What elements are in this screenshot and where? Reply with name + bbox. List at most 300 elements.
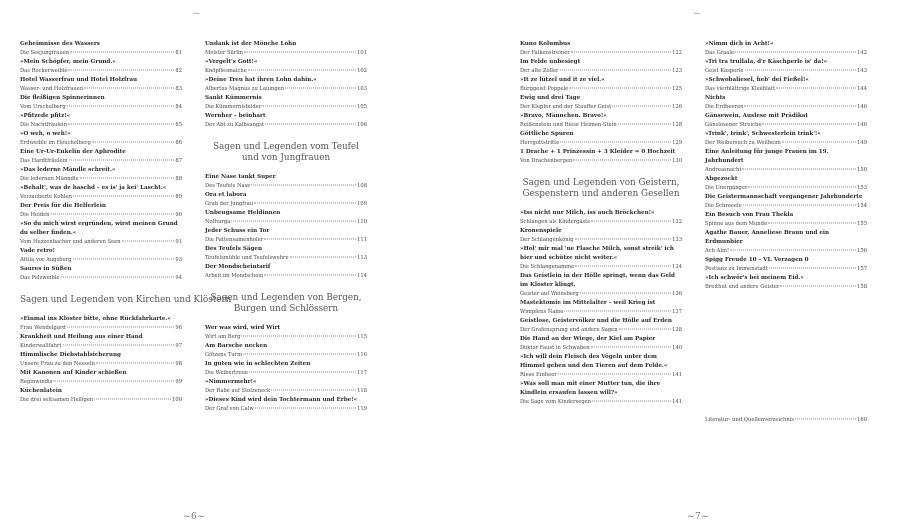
toc-entry-page: 88 xyxy=(175,176,182,182)
right-column-2 xyxy=(705,40,867,425)
toc-entry-title: Die Geistermannschaft vergangener Jahrhunderte xyxy=(705,194,863,200)
toc-entry-subtitle: Der Klopfer und der Stauffer Geist xyxy=(520,104,612,110)
toc-entry-page: 128 xyxy=(672,122,682,128)
toc-entry-line xyxy=(20,103,182,112)
toc-entry-line xyxy=(520,236,682,245)
toc-entry-title: Das Geistlein in der Hölle springt, wenn das Geld im Kloster klingt. xyxy=(520,273,675,288)
toc-entry-title: Der Preis für die Helferlein xyxy=(20,203,106,209)
toc-entry-title: Spigg Freude 10 – VI. Verzagen 0 xyxy=(705,257,809,263)
toc-entry xyxy=(705,229,867,256)
toc-entry xyxy=(205,227,367,245)
toc-entry-page: 130 xyxy=(672,158,682,164)
toc-entry-line xyxy=(705,247,867,256)
toc-entry-page: 126 xyxy=(672,104,682,110)
toc-entry-subtitle: Breithut und andere Geister xyxy=(705,284,780,290)
dot-leader xyxy=(265,124,356,125)
toc-entry-line xyxy=(705,220,867,229)
toc-entry-line xyxy=(520,103,682,112)
toc-entry xyxy=(705,94,867,112)
toc-entry-line xyxy=(705,67,867,76)
toc-entry-page: 149 xyxy=(857,140,867,146)
dot-leader xyxy=(776,88,856,89)
toc-entry xyxy=(20,247,182,265)
dot-leader xyxy=(122,241,175,242)
section-heading: Sagen und Legenden von Geistern, Gespenstern und anderen Gesellen xyxy=(522,178,680,199)
toc-entry xyxy=(520,227,682,245)
toc-entry-page: 143 xyxy=(857,68,867,74)
toc-entry xyxy=(20,202,182,220)
toc-entry-subtitle: Die ledernen Männdle xyxy=(20,176,79,182)
dot-leader xyxy=(560,70,672,71)
toc-entry-line xyxy=(520,290,682,299)
toc-entry-subtitle: Grab der Jungfrau xyxy=(205,201,254,207)
toc-entry xyxy=(20,76,182,94)
dot-leader xyxy=(564,311,671,312)
toc-entry-title: Krankheit und Heilung aus einer Hand xyxy=(20,334,143,340)
toc-entry-page: 98 xyxy=(175,361,182,367)
toc-entry-page: 160 xyxy=(857,417,867,423)
toc-entry-line xyxy=(520,308,682,317)
toc-entry-subtitle: Der Schlangenkönig xyxy=(520,237,574,243)
toc-entry xyxy=(20,265,182,283)
toc-entry xyxy=(205,360,367,378)
toc-entry xyxy=(205,191,367,209)
toc-entry-subtitle: Vom Urschelberg xyxy=(20,104,66,110)
toc-entry-page: 122 xyxy=(672,50,682,56)
toc-entry xyxy=(520,299,682,317)
toc-entry-subtitle: Geister auf Weinsberg xyxy=(520,291,579,297)
toc-entry-subtitle: Die Unergänger xyxy=(705,185,748,191)
toc-entry xyxy=(20,387,182,405)
toc-entry-line xyxy=(205,121,367,130)
toc-entry-title: Eine Nase tankt Super xyxy=(205,174,276,180)
toc-entry-subtitle: Götzens Turm xyxy=(205,352,243,358)
toc-entry-title: Mastektomie im Mittelalter – weil Krieg ist xyxy=(520,300,656,306)
toc-entry-subtitle: Die drei seltsamen Heiligen xyxy=(20,397,94,403)
toc-entry-title: Agathe Bauer, Anneliese Braun und ein Erdmunbier xyxy=(705,230,830,245)
toc-entry xyxy=(205,263,367,281)
toc-entry-subtitle: Verzauberte Kohlen xyxy=(20,194,72,200)
toc-entry-page: 105 xyxy=(357,104,367,110)
toc-entry-title: Des Teufels Sägen xyxy=(205,246,263,252)
dot-leader xyxy=(271,390,356,391)
toc-entry-line xyxy=(20,360,182,369)
dot-leader xyxy=(780,286,856,287)
toc-entry-page: 146 xyxy=(857,104,867,110)
toc-entry-subtitle: Das vierblättrige Kleeblatt xyxy=(705,86,776,92)
dot-leader xyxy=(612,106,671,107)
toc-entry-title: »So du mich wirst ergründen, wirst meinen Grund du selber finden.« xyxy=(20,221,178,236)
toc-entry-subtitle: Das Graale xyxy=(705,50,735,56)
toc-entry-subtitle: Die Heiden xyxy=(20,212,50,218)
toc-entry-subtitle: Spinne aus dem Munde xyxy=(705,221,768,227)
top-ornament-left: ~ xyxy=(193,9,201,19)
toc-entry-line xyxy=(205,200,367,209)
toc-entry-page: 89 xyxy=(175,194,182,200)
toc-entry-line xyxy=(20,211,182,220)
toc-entry-page: 154 xyxy=(857,203,867,209)
toc-entry-page: 100 xyxy=(172,397,182,403)
dot-leader xyxy=(592,401,671,402)
toc-entry xyxy=(20,58,182,76)
toc-entry xyxy=(705,211,867,229)
toc-entry-subtitle: Der alte Zoller xyxy=(520,68,559,74)
toc-entry xyxy=(705,274,867,292)
toc-entry-page: 158 xyxy=(857,284,867,290)
left-column-2 xyxy=(205,40,367,414)
toc-entry-line xyxy=(20,175,182,184)
toc-entry-page: 82 xyxy=(175,68,182,74)
toc-entry-line xyxy=(205,218,367,227)
toc-entry-page: 114 xyxy=(357,273,367,279)
toc-entry-subtitle: Die Schreeele xyxy=(705,203,742,209)
toc-entry xyxy=(20,220,182,247)
toc-entry-subtitle: Das Hardtfräulein xyxy=(20,158,68,164)
toc-entry-subtitle: Von Drachenbergen xyxy=(520,158,573,164)
toc-entry xyxy=(705,193,867,211)
toc-entry-title: Jeder Schuss ein Tor xyxy=(205,228,270,234)
toc-entry-title: »Hol' mir mal 'ne Flasche Milch, sonst streik' ich hier und schütze nicht weiter.« xyxy=(520,246,674,261)
toc-entry-title: Mit Kanonen auf Kinder schießen xyxy=(20,370,127,376)
toc-entry-page: 86 xyxy=(175,140,182,146)
toc-entry-page: 141 xyxy=(672,372,682,378)
toc-entry xyxy=(20,369,182,387)
toc-entry xyxy=(20,333,182,351)
toc-entry-subtitle: Riese Einheer xyxy=(520,372,557,378)
toc-entry-title: »Deine Treu hat ihren Lohn dahin.« xyxy=(205,77,317,83)
toc-entry xyxy=(520,317,682,335)
toc-entry xyxy=(205,76,367,94)
right-column-1 xyxy=(520,40,682,407)
toc-entry-title: Im Felde unbesiegt xyxy=(520,59,581,65)
toc-entry-title: »Was soll man mit einer Mutter tun, die ihre Kindlein ersaufen lassen will?« xyxy=(520,381,661,396)
toc-entry-page: 118 xyxy=(357,388,367,394)
page-number-left: ~6~ xyxy=(183,512,206,522)
toc-entry xyxy=(205,342,367,360)
toc-entry xyxy=(520,130,682,148)
toc-entry-subtitle: Die Kümmernisbilder xyxy=(205,104,262,110)
toc-entry-line xyxy=(520,49,682,58)
toc-entry-subtitle: Wirt am Berg xyxy=(205,334,241,340)
toc-entry-line xyxy=(520,139,682,148)
toc-entry-page: 146 xyxy=(857,122,867,128)
toc-entry-title: Der Mondscheintarif xyxy=(205,264,271,270)
toc-entry-subtitle: Erdweible im Heuchelberg xyxy=(20,140,91,146)
spacer xyxy=(705,292,867,416)
dot-leader xyxy=(285,88,356,89)
toc-entry-title: Unbeugsame Heldinnen xyxy=(205,210,281,216)
toc-entry-page: 111 xyxy=(357,237,367,243)
toc-entry-line xyxy=(520,121,682,130)
toc-entry-subtitle: Gänslosener Streiche xyxy=(705,122,762,128)
toc-entry-title: Gänsewein, Auslese mit Prädikat xyxy=(705,113,809,119)
dot-leader xyxy=(618,124,671,125)
toc-entry xyxy=(705,175,867,193)
toc-entry-subtitle: Das Rockerweible xyxy=(20,68,68,74)
toc-entry-page: 144 xyxy=(857,86,867,92)
dot-leader xyxy=(96,363,174,364)
toc-entry xyxy=(705,58,867,76)
toc-entry-subtitle: Arbeit im Mondschein xyxy=(205,273,264,279)
toc-entry-page: 87 xyxy=(175,158,182,164)
dot-leader xyxy=(762,124,856,125)
toc-entry-line xyxy=(20,49,182,58)
toc-entry-line xyxy=(520,263,682,272)
toc-entry-subtitle: Kinderwallfahrt xyxy=(20,343,62,349)
toc-entry-line xyxy=(205,103,367,112)
dot-leader xyxy=(70,52,174,53)
toc-entry-line xyxy=(705,166,867,175)
toc-entry-subtitle: Reginwindis xyxy=(20,379,53,385)
toc-entry-title: Kronenspiele xyxy=(520,228,562,234)
toc-entry-line xyxy=(705,416,867,425)
toc-entry-title: Geistlose, Geistervölker und die Hölle auf Erden xyxy=(520,318,672,324)
toc-entry-line xyxy=(520,218,682,227)
toc-entry-page: 116 xyxy=(357,352,367,358)
toc-entry-title: »Schwobaliesel, heb' dei Fießel!« xyxy=(705,77,809,83)
toc-entry-title: Ein Besuch von Frau Thekla xyxy=(705,212,794,218)
toc-entry-page: 132 xyxy=(672,219,682,225)
dot-leader xyxy=(580,293,671,294)
toc-entry-line xyxy=(20,342,182,351)
toc-entry-title: Ora et labora xyxy=(205,192,247,198)
toc-entry-title: »Mein Schöpfer, mein Grund.« xyxy=(20,59,116,65)
dot-leader xyxy=(51,214,175,215)
toc-entry-title: Göttliche Spuren xyxy=(520,131,574,137)
dot-leader xyxy=(591,347,672,348)
toc-entry-subtitle: Knöpflesmaiche xyxy=(205,68,247,74)
dot-leader xyxy=(768,223,856,224)
toc-entry xyxy=(520,76,682,94)
toc-entry-page: 94 xyxy=(175,275,182,281)
toc-entry xyxy=(520,209,682,227)
dot-leader xyxy=(73,196,174,197)
toc-entry-subtitle: Vom Huzzenbacher und anderen Seen xyxy=(20,239,121,245)
toc-entry-line xyxy=(205,67,367,76)
toc-entry xyxy=(20,166,182,184)
toc-entry-title: Eine Anleitung für junge Frauen im 19. Jahrhundert xyxy=(705,149,829,164)
toc-entry-title: »Vergelt's Gott!« xyxy=(205,59,258,65)
toc-entry-title: Sankt Kümmernis xyxy=(205,95,262,101)
toc-entry-page: 123 xyxy=(672,68,682,74)
toc-entry-page: 84 xyxy=(175,104,182,110)
toc-entry xyxy=(20,94,182,112)
toc-entry-line xyxy=(520,398,682,407)
toc-entry-page: 90 xyxy=(175,212,182,218)
toc-entry xyxy=(520,148,682,166)
toc-entry-subtitle: Ach Alm! xyxy=(705,248,730,254)
toc-entry xyxy=(520,272,682,299)
toc-entry-title: »Trink', trink', Schwesterlein trink'!« xyxy=(705,131,821,137)
toc-entry-title: Undank ist der Mönche Lohn xyxy=(205,41,297,47)
toc-entry-line xyxy=(205,333,367,342)
toc-entry-line xyxy=(20,193,182,202)
toc-entry-title: 1 Drache + 1 Prinzessin + 3 Kleider = 0 Hochzeit xyxy=(520,149,676,155)
toc-entry xyxy=(705,256,867,274)
dot-leader xyxy=(254,203,356,204)
toc-entry-page: 108 xyxy=(357,183,367,189)
toc-entry-subtitle: Der Rabe auf Stolzeneck xyxy=(205,388,271,394)
toc-entry-title: Die fleißigen Spinnerinnen xyxy=(20,95,105,101)
section-heading: Sagen und Legenden vom Teufel und von Jungfrauen xyxy=(213,142,359,163)
toc-entry xyxy=(520,94,682,112)
toc-entry xyxy=(520,353,682,380)
dot-leader xyxy=(745,70,857,71)
dot-leader xyxy=(573,160,671,161)
dot-leader xyxy=(735,52,856,53)
toc-entry-title: »Tri tra trullala, d'r Käschperle is' da!« xyxy=(705,59,828,65)
toc-entry-page: 110 xyxy=(357,219,367,225)
toc-entry-line xyxy=(20,274,182,283)
toc-entry-title: Am Barsche necken xyxy=(205,343,268,349)
dot-leader xyxy=(782,142,856,143)
toc-entry-line xyxy=(20,324,182,333)
toc-entry-subtitle: Die Fattensamenholer xyxy=(205,237,264,243)
toc-entry-title: »Nimm dich in Acht!« xyxy=(705,41,774,47)
dot-leader xyxy=(742,169,856,170)
toc-entry-page: 156 xyxy=(857,248,867,254)
toc-entry-title: Die Hand an der Wiege, der Kiel am Papier xyxy=(520,336,656,342)
toc-entry-page: 113 xyxy=(357,255,367,261)
toc-entry-subtitle: Die Erdbeeren xyxy=(705,104,744,110)
right-page xyxy=(450,0,900,529)
toc-entry-page: 85 xyxy=(175,122,182,128)
toc-entry-title: »Ich schwör's bei meinem Eid.« xyxy=(705,275,804,281)
toc-entry-page: 83 xyxy=(175,86,182,92)
toc-entry-subtitle: Wimpfens Name xyxy=(520,309,564,315)
toc-entry-page: 134 xyxy=(672,264,682,270)
toc-entry-page: 117 xyxy=(357,370,367,376)
toc-entry-line xyxy=(205,49,367,58)
toc-entry xyxy=(705,40,867,58)
toc-entry-page: 96 xyxy=(175,325,182,331)
toc-entry xyxy=(205,378,367,396)
dot-leader xyxy=(84,88,174,89)
toc-entry-line xyxy=(705,85,867,94)
toc-entry-line xyxy=(20,256,182,265)
toc-entry-title: »Behalt', was de haschd – es is' ja kei' Lascht.« xyxy=(20,185,167,191)
toc-entry-page: 115 xyxy=(357,334,367,340)
toc-entry-title: »Einmal ins Kloster bitte, ohne Rückfahrkarte.« xyxy=(20,316,171,322)
dot-leader xyxy=(67,327,175,328)
toc-entry-line xyxy=(705,283,867,292)
toc-entry-subtitle: Meister Sürlin xyxy=(205,50,244,56)
toc-entry xyxy=(20,112,182,130)
top-ornament-right: ~ xyxy=(693,9,701,19)
toc-entry-page: 155 xyxy=(857,221,867,227)
toc-entry-page: 103 xyxy=(357,86,367,92)
toc-entry-line xyxy=(20,139,182,148)
toc-entry-subtitle: Nothurga xyxy=(205,219,231,225)
toc-entry-title: Ewig und drei Tage xyxy=(520,95,581,101)
toc-entry-subtitle: Geist Käsperle xyxy=(705,68,744,74)
toc-entry xyxy=(520,335,682,353)
toc-entry xyxy=(705,112,867,130)
dot-leader xyxy=(255,408,356,409)
dot-leader xyxy=(262,106,356,107)
toc-entry-subtitle: Das Pelzweible xyxy=(20,275,60,281)
toc-entry-page: 99 xyxy=(175,379,182,385)
toc-entry-subtitle: Des Teufels Nase xyxy=(205,183,251,189)
toc-entry xyxy=(520,58,682,76)
dot-leader xyxy=(748,187,856,188)
toc-entry xyxy=(205,173,367,191)
toc-entry-line xyxy=(520,326,682,335)
toc-entry-subtitle: Attila vor Augsburg xyxy=(20,257,72,263)
toc-entry xyxy=(205,58,367,76)
dot-leader xyxy=(264,239,356,240)
toc-entry-title: »Das lederne Mändle schreit.« xyxy=(20,167,116,173)
toc-entry-page: 91 xyxy=(175,239,182,245)
dot-leader xyxy=(251,185,356,186)
toc-entry-page: 97 xyxy=(175,343,182,349)
dot-leader xyxy=(243,354,356,355)
toc-entry-line xyxy=(520,67,682,76)
dot-leader xyxy=(53,381,174,382)
toc-entry-title: »Nimmermehr!« xyxy=(205,379,257,385)
toc-entry-page: 157 xyxy=(857,266,867,272)
toc-entry-title: Küchenlatein xyxy=(20,388,62,394)
toc-entry-subtitle: Pestianz zu Immenstadt xyxy=(705,266,768,272)
dot-leader xyxy=(67,106,175,107)
toc-entry-line xyxy=(705,139,867,148)
toc-entry-title: Kuno Kolumbus xyxy=(520,41,571,47)
toc-entry-subtitle: Wasser- und Holzfrauen xyxy=(20,86,84,92)
toc-entry xyxy=(205,112,367,130)
toc-entry-page: 137 xyxy=(672,309,682,315)
toc-entry-title: Saures in Süßen xyxy=(20,266,72,272)
toc-entry-line xyxy=(205,405,367,414)
toc-entry-title: Hotel Wasserfrau und Hotel Holzfrau xyxy=(20,77,138,83)
toc-entry-line xyxy=(520,157,682,166)
toc-entry xyxy=(205,396,367,414)
dot-leader xyxy=(248,70,356,71)
toc-entry-line xyxy=(20,85,182,94)
toc-entry-subtitle: Albertus Magnus zu Lauingen xyxy=(205,86,285,92)
toc-entry-line xyxy=(205,272,367,281)
dot-leader xyxy=(795,419,856,420)
toc-entry xyxy=(705,416,867,425)
toc-entry-title: »Pfitzede pfitz!« xyxy=(20,113,71,119)
toc-entry-subtitle: Teufelsmühle und Teufelswehre xyxy=(205,255,289,261)
toc-entry-page: 106 xyxy=(357,122,367,128)
toc-entry xyxy=(705,148,867,175)
toc-entry-title: »Bravo, Männchen. Bravo!« xyxy=(520,113,607,119)
toc-entry-title: Vade retro! xyxy=(20,248,56,254)
toc-entry-subtitle: Der Falkenstreiner xyxy=(520,50,570,56)
toc-entry-subtitle: Der Graf von Calw xyxy=(205,406,254,412)
toc-entry-subtitle: Die Schlangenamme xyxy=(520,264,575,270)
toc-entry-line xyxy=(205,254,367,263)
dot-leader xyxy=(73,259,175,260)
toc-entry-page: 150 xyxy=(857,167,867,173)
dot-leader xyxy=(558,374,671,375)
toc-entry-line xyxy=(705,265,867,274)
dot-leader xyxy=(244,52,356,53)
toc-entry-line xyxy=(520,344,682,353)
toc-entry xyxy=(705,76,867,94)
dot-leader xyxy=(591,221,671,222)
toc-entry-page: 138 xyxy=(672,327,682,333)
toc-entry-subtitle: Schlangen als Kindergäste xyxy=(520,219,591,225)
dot-leader xyxy=(241,336,356,337)
toc-entry-line xyxy=(705,103,867,112)
dot-leader xyxy=(264,275,356,276)
dot-leader xyxy=(68,124,174,125)
toc-entry-line xyxy=(20,157,182,166)
toc-entry xyxy=(20,184,182,202)
dot-leader xyxy=(92,142,175,143)
